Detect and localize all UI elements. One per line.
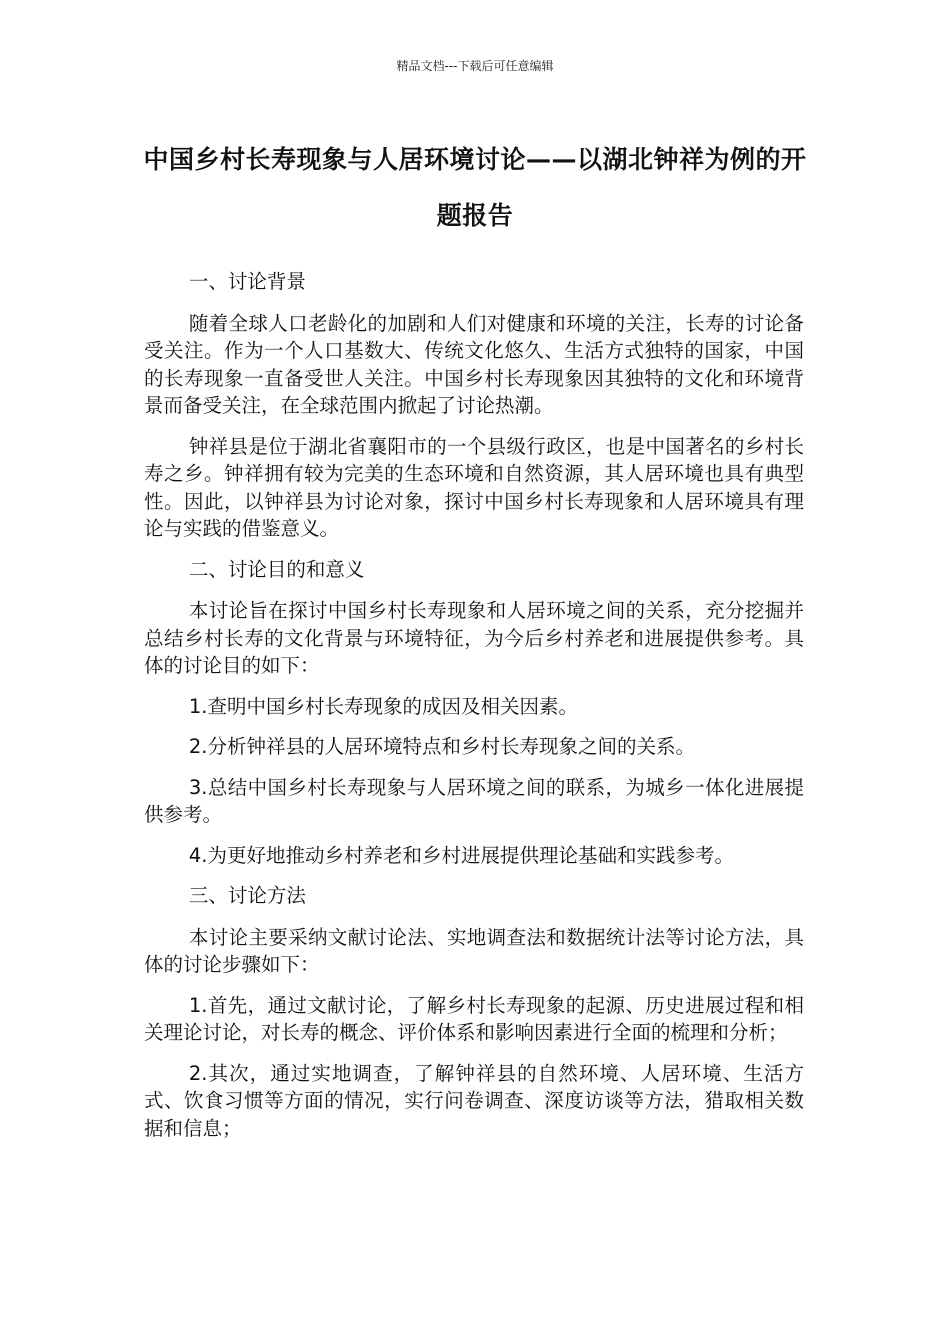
paragraph-method-intro: 本讨论主要采纳文献讨论法、实地调查法和数据统计法等讨论方法，具体的讨论步骤如下： <box>144 925 804 976</box>
section-heading-background: 一、讨论背景 <box>188 270 306 293</box>
section-heading-method: 三、讨论方法 <box>188 884 306 907</box>
section-heading-purpose: 二、讨论目的和意义 <box>188 557 365 581</box>
document-title: 中国乡村长寿现象与人居环境讨论——以湖北钟祥为例的开题报告 <box>143 145 807 230</box>
document-body <box>144 268 804 1155</box>
list-item-purpose-4: 4.为更好地推动乡村养老和乡村进展提供理论基础和实践参考。 <box>188 843 734 867</box>
list-item-purpose-1: 1.查明中国乡村长寿现象的成因及相关因素。 <box>188 694 578 718</box>
paragraph-background-2: 钟祥县是位于湖北省襄阳市的一个县级行政区，也是中国著名的乡村长寿之乡。钟祥拥有较为完美的生态环境和自然资源，其人居环境也具有典型性。因此，以钟祥县为讨论对象，探讨中国乡村长寿现象和人居环境具有理论与实践的借鉴意义。 <box>144 434 804 540</box>
list-item-purpose-3: 3.总结中国乡村长寿现象与人居环境之间的联系，为城乡一体化进展提供参考。 <box>144 775 804 826</box>
paragraph-background-1: 随着全球人口老龄化的加剧和人们对健康和环境的关注，长寿的讨论备受关注。作为一个人口基数大、传统文化悠久、生活方式独特的国家，中国的长寿现象一直备受世人关注。中国乡村长寿现象因其独特的文化和环境背景而备受关注，在全球范围内掀起了讨论热潮。 <box>144 311 804 417</box>
list-item-method-1: 1.首先，通过文献讨论，了解乡村长寿现象的起源、历史进展过程和相关理论讨论，对长寿的概念、评价体系和影响因素进行全面的梳理和分析； <box>144 993 804 1044</box>
list-item-method-2: 2.其次，通过实地调查，了解钟祥县的自然环境、人居环境、生活方式、饮食习惯等方面的情况，实行问卷调查、深度访谈等方法，猎取相关数据和信息； <box>144 1061 804 1140</box>
list-item-purpose-2: 2.分析钟祥县的人居环境特点和乡村长寿现象之间的关系。 <box>188 735 695 758</box>
paragraph-purpose-intro: 本讨论旨在探讨中国乡村长寿现象和人居环境之间的关系，充分挖掘并总结乡村长寿的文化背景与环境特征，为今后乡村养老和进展提供参考。具体的讨论目的如下： <box>144 599 804 677</box>
header-note: 精品文档---下载后可任意编辑 <box>396 59 554 73</box>
